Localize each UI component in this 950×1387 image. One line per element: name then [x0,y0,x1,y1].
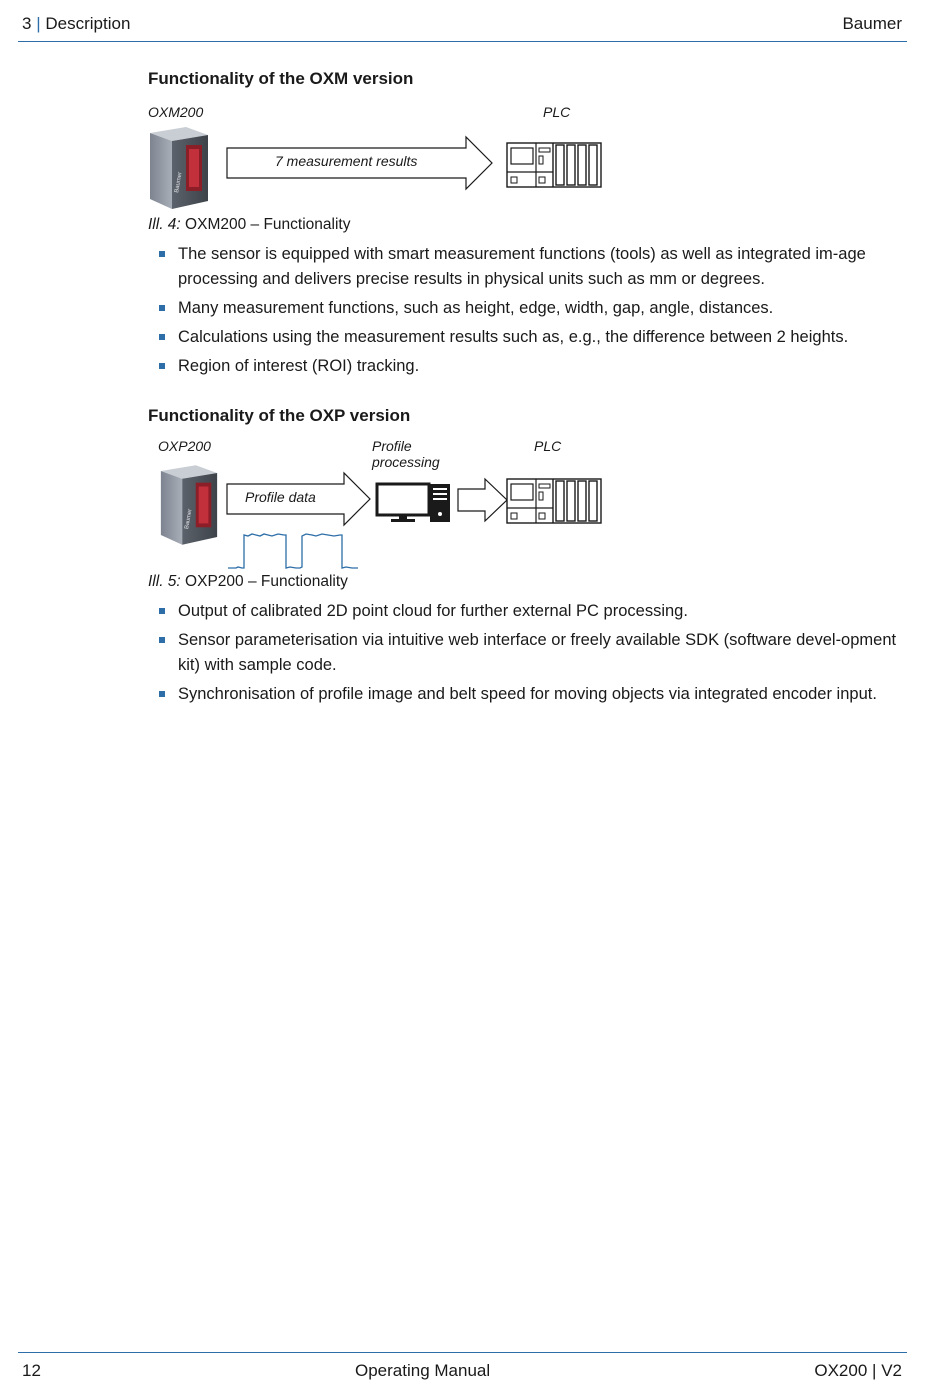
footer-version: V2 [881,1361,902,1380]
oxm-plc-icon [506,142,602,188]
page-header-chapter [22,14,130,34]
oxm-plc-label: PLC [543,104,571,120]
bullet-marker [159,251,165,257]
oxm-feature-list [158,242,903,383]
chapter-title: Description [45,14,131,33]
footer-product: OX200 [814,1361,868,1380]
caption-number: Ill. 4: [148,216,181,233]
header-separator: | [36,14,41,33]
footer-page-number: 12 [22,1361,41,1380]
caption-text: OXM200 – Functionality [185,216,351,233]
oxp-plc-label: PLC [534,438,562,454]
list-item: Output of calibrated 2D point cloud for further external PC processing. [158,599,903,624]
list-item: The sensor is equipped with smart measurement functions (tools) as well as integrated im-age processing and delivers precise results in physical units such as mm or degrees. [158,242,903,291]
caption-text: OXP200 – Functionality [185,573,348,590]
footer-product-version [814,1361,902,1381]
bullet-marker [159,637,165,643]
list-item: Sensor parameterisation via intuitive web interface or freely available SDK (software devel-opment kit) with sample code. [158,628,903,677]
bullet-marker [159,363,165,369]
oxp-feature-list [158,599,903,711]
list-item: Many measurement functions, such as height, edge, width, gap, angle, distances. [158,296,903,321]
profile-signal-icon [228,530,358,572]
oxp-section-heading: Functionality of the OXP version [148,406,411,425]
oxm-sensor-image [146,123,212,211]
computer-tower-icon [430,484,450,522]
oxm-sensor-label: OXM200 [148,104,204,120]
list-item: Calculations using the measurement results such as, e.g., the difference between 2 heights. [158,325,903,350]
monitor-icon [376,483,430,523]
figure-caption-4 [148,216,350,234]
bullet-marker [159,305,165,311]
figure-caption-5 [148,573,348,591]
footer-separator: | [872,1361,877,1380]
bullet-marker [159,334,165,340]
oxm-arrow-label: 7 measurement results [275,153,418,169]
processing-to-plc-arrow [457,478,509,522]
list-item: Synchronisation of profile image and belt speed for moving objects via integrated encoder input. [158,682,903,707]
header-brand: Baumer [842,14,902,33]
caption-number: Ill. 5: [148,573,181,590]
oxm-sensor-logo: Baumer [174,171,184,194]
bullet-marker [159,691,165,697]
list-item: Region of interest (ROI) tracking. [158,354,903,379]
footer-rule [18,1352,907,1353]
oxp-arrow-label: Profile data [245,489,316,505]
oxm-section-heading: Functionality of the OXM version [148,69,414,88]
oxp-plc-icon [506,478,602,524]
oxp-sensor-label: OXP200 [158,438,211,454]
header-rule [18,41,907,42]
oxp-processing-label: Profile processing [372,438,440,470]
oxp-sensor-image [157,460,221,548]
chapter-number: 3 [22,14,32,33]
footer-doc-type: Operating Manual [355,1361,491,1380]
oxp-sensor-logo: Baumer [184,508,194,530]
bullet-marker [159,608,165,614]
